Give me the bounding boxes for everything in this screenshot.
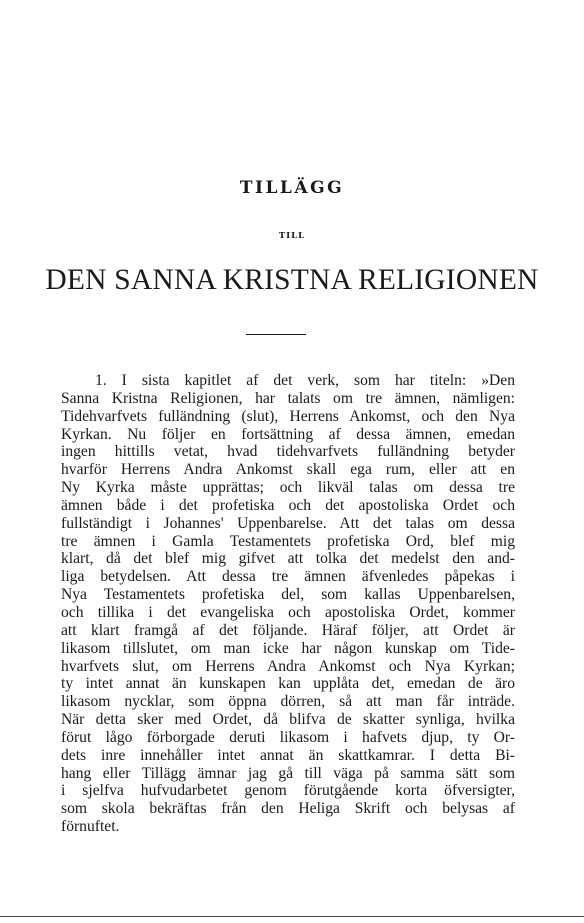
text-line: Tidehvarfvets fulländning (slut), Herrens Ankomst, och den Nya	[61, 407, 515, 425]
text-line: ty intet annat än kunskapen kan upplåta det, emedan de äro	[61, 675, 515, 693]
text-line: Sanna Kristna Religionen, har talats om tre ämnen, nämligen:	[61, 389, 515, 407]
text-line: liga betydelsen. Att dessa tre ämnen äfvenledes påpekas i	[61, 568, 515, 586]
text-line: tre ämnen i Gamla Testamentets profetiska Ord, blef mig	[61, 532, 515, 550]
text-line: likasom tillslutet, om man icke har någon kunskap om Tide-	[61, 639, 515, 657]
text-line: likasom nycklar, som öppna dörren, så att man får inträde.	[61, 693, 515, 711]
page-bottom-edge	[0, 916, 584, 917]
text-line: dets inre innehåller intet annat än skattkamrar. I detta Bi-	[61, 746, 515, 764]
text-line: Kyrkan. Nu följer en fortsättning af dessa ämnen, emedan	[61, 425, 515, 443]
text-line: förnuftet.	[61, 818, 120, 836]
text-line: hvarfvets slut, om Herrens Andra Ankomst och Nya Kyrkan;	[61, 657, 515, 675]
body-paragraph	[61, 372, 515, 836]
text-line: ämnen både i det profetiska och det apostoliska Ordet och	[61, 496, 515, 514]
text-line: hvarför Herrens Andra Ankomst skall ega rum, eller att en	[61, 461, 515, 479]
text-line: hang eller Tillägg ämnar jag gå till väga på samma sätt som	[61, 764, 515, 782]
text-line: Ny Kyrka måste upprättas; och likväl talas om dessa tre	[61, 479, 515, 497]
heading-divider	[246, 334, 306, 335]
text-line: 1. I sista kapitlet af det verk, som har titeln: »Den	[95, 372, 515, 389]
main-heading: DEN SANNA KRISTNA RELIGIONEN	[45, 264, 539, 296]
text-line: förut lågo förborgade deruti likasom i hafvets djup, ty Or-	[61, 728, 515, 746]
text-line: och tillika i det evangeliska och apostoliska Ordet, kommer	[61, 603, 515, 621]
text-line: klart, då det blef mig gifvet att tolka det medelst den and-	[61, 550, 515, 568]
page-subtitle: TILL	[278, 231, 306, 241]
text-line: i sjelfva hufvudarbetet genom förutgående korta öfversigter,	[61, 782, 515, 800]
text-line: att klart framgå af det följande. Häraf följer, att Ordet är	[61, 621, 515, 639]
text-line: ingen hittills vetat, hvad tidehvarfvets fulländning betyder	[61, 443, 515, 461]
page-title: TILLÄGG	[239, 178, 345, 198]
text-line: fullständigt i Johannes' Uppenbarelse. Att det talas om dessa	[61, 514, 515, 532]
text-line: Nya Testamentets profetiska del, som kallas Uppenbarelsen,	[61, 586, 515, 604]
text-line: När detta sker med Ordet, då blifva de skatter synliga, hvilka	[61, 711, 515, 729]
text-line: som skola bekräftas från den Heliga Skrift och belysas af	[61, 800, 515, 818]
